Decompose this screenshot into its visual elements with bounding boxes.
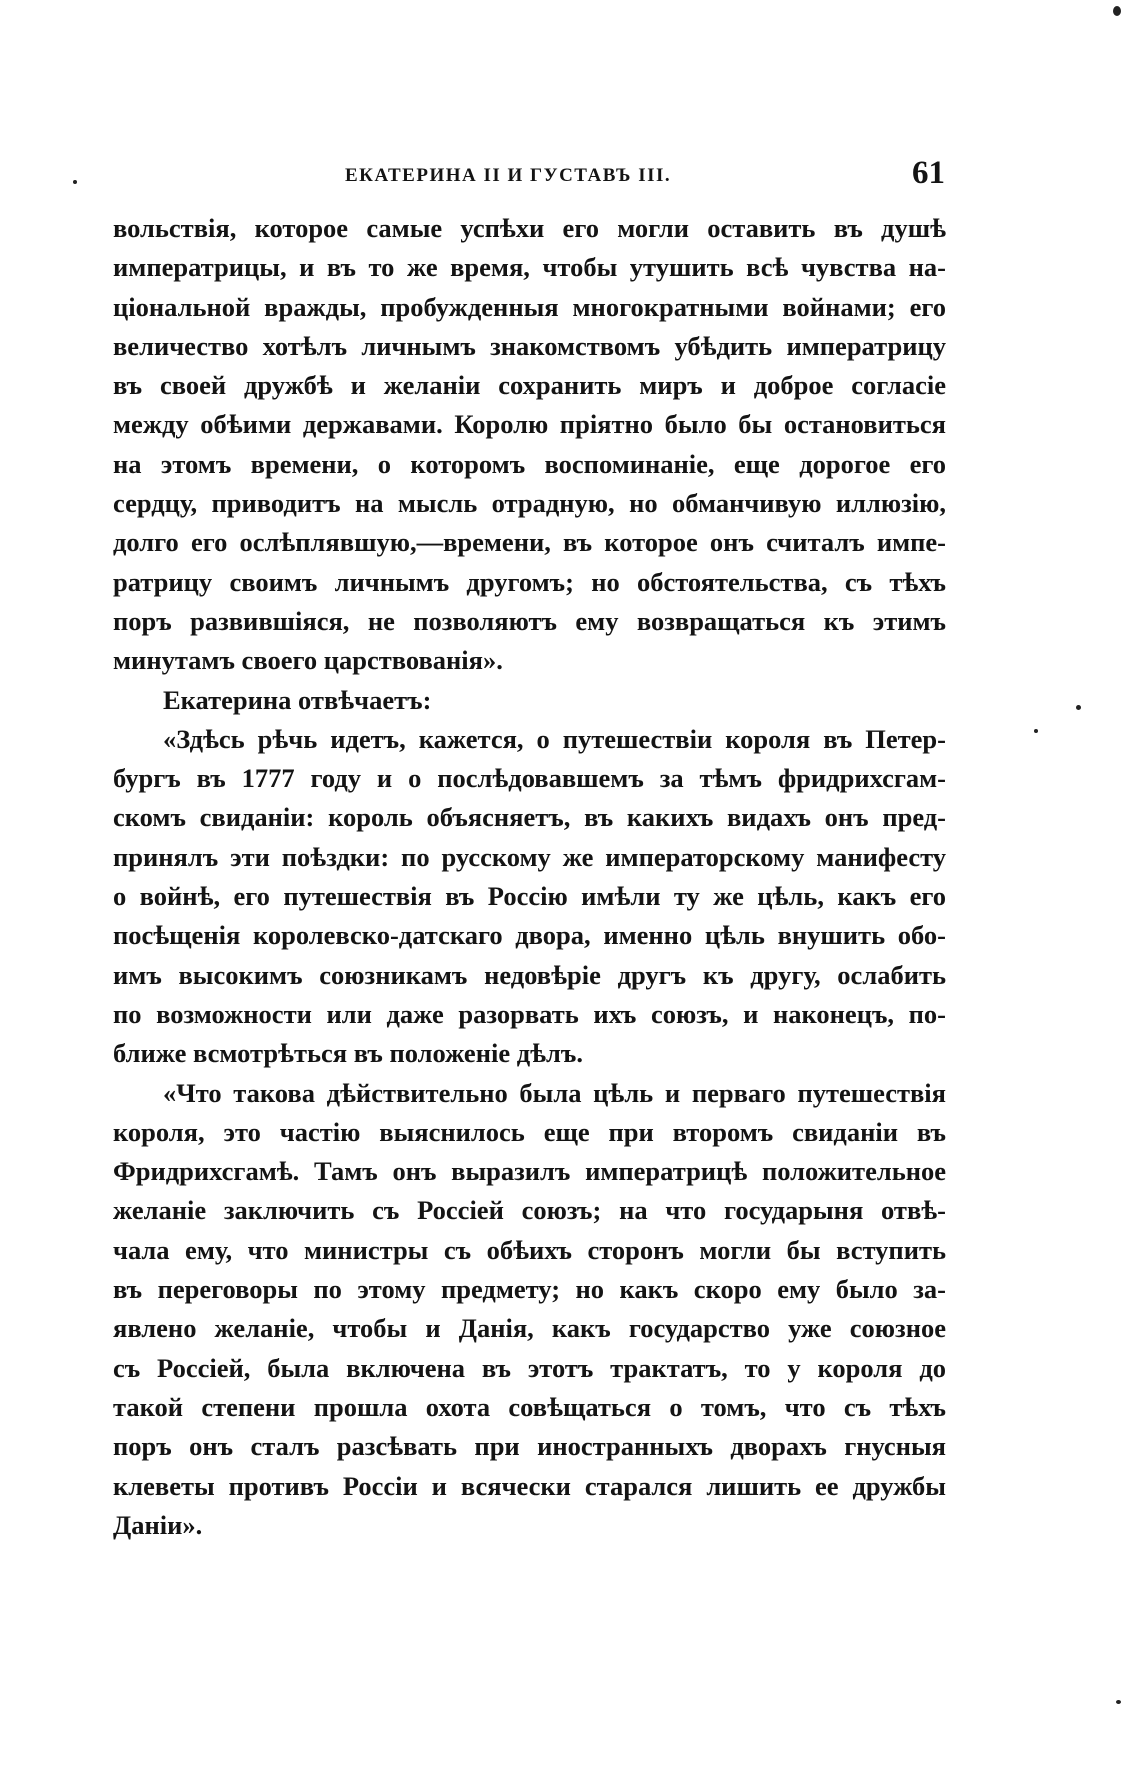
body-text xyxy=(113,209,946,1545)
text-line: вольствія, которое самые успѣхи его могли оставить въ душѣ xyxy=(113,213,946,243)
text-line: такой степени прошла охота совѣщаться о томъ, что съ тѣхъ xyxy=(113,1391,946,1422)
text-line: короля, это частію выяснилось еще при второмъ свиданіи въ xyxy=(113,1116,946,1147)
text-line: скомъ свиданіи: король объясняетъ, въ какихъ видахъ онъ пред- xyxy=(113,802,946,833)
text-line: чала ему, что министры съ обѣихъ сторонъ могли бы вступить xyxy=(113,1234,946,1265)
text-line: долго его ослѣплявшую,—времени, въ которое онъ считалъ импе- xyxy=(113,527,946,558)
running-title: ЕКАТЕРИНА II И ГУСТАВЪ III. xyxy=(345,165,672,186)
text-line: явлено желаніе, чтобы и Данія, какъ государство уже союзное xyxy=(113,1313,946,1344)
text-line: Екатерина отвѣчаетъ: xyxy=(163,684,432,715)
text-line: сердцу, приводитъ на мысль отрадную, но обманчивую иллюзію, xyxy=(113,488,946,519)
text-line: императрицы, и въ то же время, чтобы утушить всѣ чувства на- xyxy=(113,252,946,283)
text-line: «Что такова дѣйствительно была цѣль и перваго путешествія xyxy=(163,1077,946,1108)
text-line: въ своей дружбѣ и желаніи сохранить миръ и доброе согласіе xyxy=(113,370,946,401)
text-line: минутамъ своего царствованія». xyxy=(113,645,503,676)
page-header xyxy=(345,155,945,195)
scan-speck xyxy=(1076,705,1081,710)
paragraph xyxy=(113,209,946,681)
text-line: посѣщенія королевско-датскаго двора, именно цѣль внушить обо- xyxy=(113,920,946,951)
text-line: «Здѣсь рѣчь идетъ, кажется, о путешествіи короля въ Петер- xyxy=(163,723,946,754)
text-line: принялъ эти поѣздки: по русскому же императорскому манифесту xyxy=(113,841,946,872)
text-line: поръ онъ сталъ разсѣвать при иностранныхъ дворахъ гнусныя xyxy=(113,1431,946,1462)
text-line: Фридрихсгамѣ. Тамъ онъ выразилъ императрицѣ положительное xyxy=(113,1156,946,1187)
text-line: о войнѣ, его путешествія въ Россію имѣли ту же цѣль, какъ его xyxy=(113,881,946,912)
scan-speck xyxy=(1113,6,1121,16)
text-line: желаніе заключить съ Россіей союзъ; на что государыня отвѣ- xyxy=(113,1195,946,1226)
paragraph xyxy=(113,720,946,1074)
text-line: клеветы противъ Россіи и всячески старался лишить ее дружбы xyxy=(113,1470,946,1501)
text-line: въ переговоры по этому предмету; но какъ скоро ему было за- xyxy=(113,1274,946,1305)
text-line: ближе всмотрѣться въ положеніе дѣлъ. xyxy=(113,1038,583,1069)
text-line: величество хотѣлъ личнымъ знакомствомъ убѣдить императрицу xyxy=(113,330,946,361)
text-line: бургъ въ 1777 году и о послѣдовавшемъ за тѣмъ фридрихсгам- xyxy=(113,763,946,794)
text-line: поръ развившіяся, не позволяютъ ему возвращаться къ этимъ xyxy=(113,605,946,636)
text-line: ціональной вражды, пробужденныя многократными войнами; его xyxy=(113,291,946,322)
text-line: ратрицу своимъ личнымъ другомъ; но обстоятельства, съ тѣхъ xyxy=(113,566,946,597)
scan-speck xyxy=(73,180,77,184)
text-line: по возможности или даже разорвать ихъ союзъ, и наконецъ, по- xyxy=(113,998,946,1029)
page-number: 61 xyxy=(912,155,945,191)
paragraph xyxy=(113,681,946,720)
text-line: на этомъ времени, о которомъ воспоминаніе, еще дорогое его xyxy=(113,448,946,479)
text-line: между обѣими державами. Королю пріятно было бы остановиться xyxy=(113,409,946,440)
scan-speck xyxy=(1034,729,1038,733)
text-line: имъ высокимъ союзникамъ недовѣріе другъ къ другу, ослабить xyxy=(113,959,946,990)
paragraph xyxy=(113,1074,946,1546)
scan-speck xyxy=(1116,1700,1121,1704)
text-line: съ Россіей, была включена въ этотъ трактатъ, то у короля до xyxy=(113,1352,946,1383)
text-line: Даніи». xyxy=(113,1509,203,1540)
